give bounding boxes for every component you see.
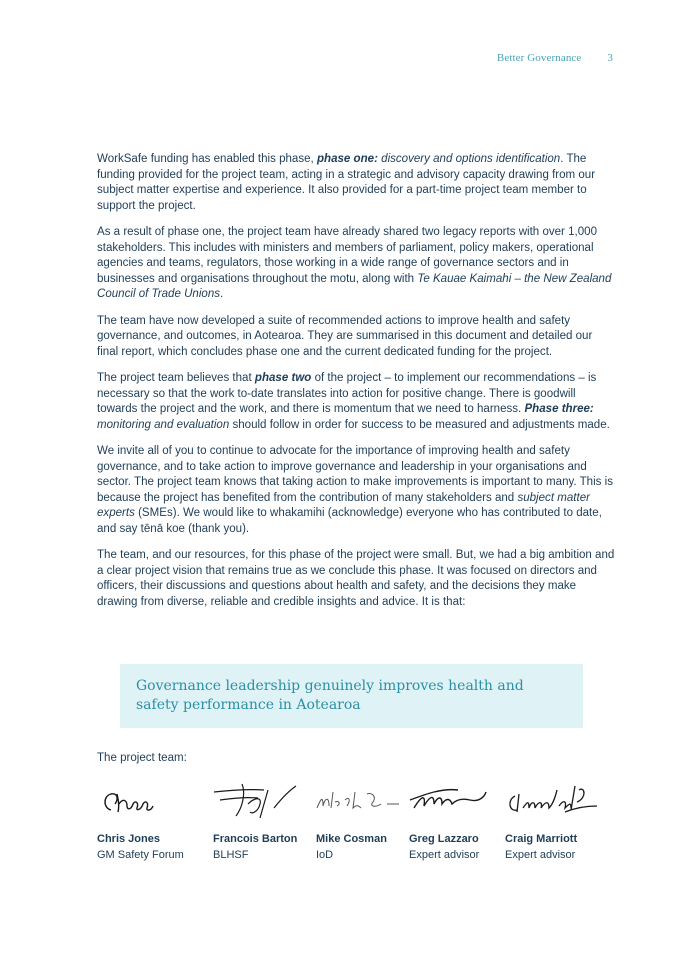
p2-text-end: . — [220, 288, 224, 300]
header-title: Better Governance — [496, 52, 582, 64]
p5-text-end: (SMEs). We would like to whakamihi (acknowledge) everyone who has contributed to date, and say tēnā koe (thank you). — [97, 507, 602, 535]
team-member-craig-marriott — [505, 832, 577, 863]
phase-three-title: monitoring and evaluation — [97, 418, 230, 431]
trade-unions-name: Te Kauae Kaimahi – the New Zealand Council of Trade Unions — [97, 272, 612, 300]
team-member-greg-lazzaro — [409, 832, 479, 863]
member-org: IoD — [316, 848, 334, 861]
paragraph-3: The team have now developed a suite of recommended actions to improve health and safety governance, and outcomes, in Aotearoa. They are summarised in this document and detailed our final report, which concludes phase one and the current dedicated funding for the project. — [97, 314, 593, 358]
body-text — [97, 152, 615, 621]
vision-quote: Governance leadership genuinely improves health and safety performance in Aotearoa — [120, 664, 583, 728]
member-name: Chris Jones — [97, 833, 160, 845]
member-name: Greg Lazzaro — [409, 833, 479, 845]
member-org: GM Safety Forum — [97, 848, 184, 861]
phase-two-label: phase two — [254, 372, 312, 384]
member-name: Mike Cosman — [316, 833, 387, 845]
paragraph-5 — [97, 444, 615, 537]
signature-craig-marriott — [505, 778, 605, 822]
page-header — [497, 52, 613, 64]
p4-text-end: should follow in order for success to be measured and adjustments made. — [229, 418, 610, 431]
p1-text-end: . The funding provided for the project team, acting in a strategic and advisory capacity drawing from our subject matter expertise and experience. It also provided for a part-time project team member to support the project. — [97, 153, 596, 212]
p4-text-mid: of the project – to implement our recommendations – is necessary so that the work to-date translates into action for positive change. There is goodwill towards the project and the work, and there is momentum that we need to harness. — [97, 372, 597, 415]
p1-text: WorkSafe funding has enabled this phase, — [97, 153, 317, 165]
signature-mike-cosman — [315, 778, 415, 822]
team-label: The project team: — [97, 752, 187, 764]
p5-text: We invite all of you to continue to advocate for the importance of improving health and safety governance, and to take action to improve governance and leadership in your organisations and sector. The project team knows that taking action to make improvements is important to many. This is because the project has benefited from the contribution of many stakeholders and — [97, 445, 613, 504]
phase-one-label: phase one: — [316, 153, 378, 165]
phase-three-label: Phase three: — [524, 403, 594, 415]
team-member-francois-barton — [213, 832, 297, 863]
paragraph-4 — [97, 371, 615, 433]
member-name: Craig Marriott — [505, 833, 578, 845]
page-number: 3 — [607, 52, 613, 64]
member-org: BLHSF — [213, 848, 249, 861]
signature-greg-lazzaro — [408, 778, 508, 822]
p4-text: The project team believes that — [97, 372, 255, 384]
team-member-mike-cosman — [316, 832, 387, 863]
paragraph-6: The team, and our resources, for this phase of the project were small. But, we had a big ambition and a clear project vision that remains true as we conclude this phase. It was focused on directors and officers, their discussions and questions about health and safety, and the decisions they make drawing from diverse, reliable and credible insights and advice. It is that: — [97, 549, 615, 608]
phase-one-title: discovery and options identification — [377, 153, 561, 165]
paragraph-1 — [97, 152, 615, 214]
paragraph-2 — [97, 225, 615, 303]
member-org: Expert advisor — [505, 848, 576, 861]
signature-francois-barton — [212, 778, 312, 822]
team-member-chris-jones — [97, 832, 184, 863]
member-name: Francois Barton — [213, 833, 298, 845]
p2-text: As a result of phase one, the project team have already shared two legacy reports with over 1,000 stakeholders. This includes with ministers and members of parliament, policy makers, operational agencies and teams, regulators, those working in a wide range of governance sectors and in businesses and organisations throughout the motu, along with — [97, 226, 598, 285]
sme-term: subject matter experts — [97, 491, 590, 519]
member-org: Expert advisor — [409, 848, 480, 861]
signature-chris-jones — [97, 778, 197, 822]
